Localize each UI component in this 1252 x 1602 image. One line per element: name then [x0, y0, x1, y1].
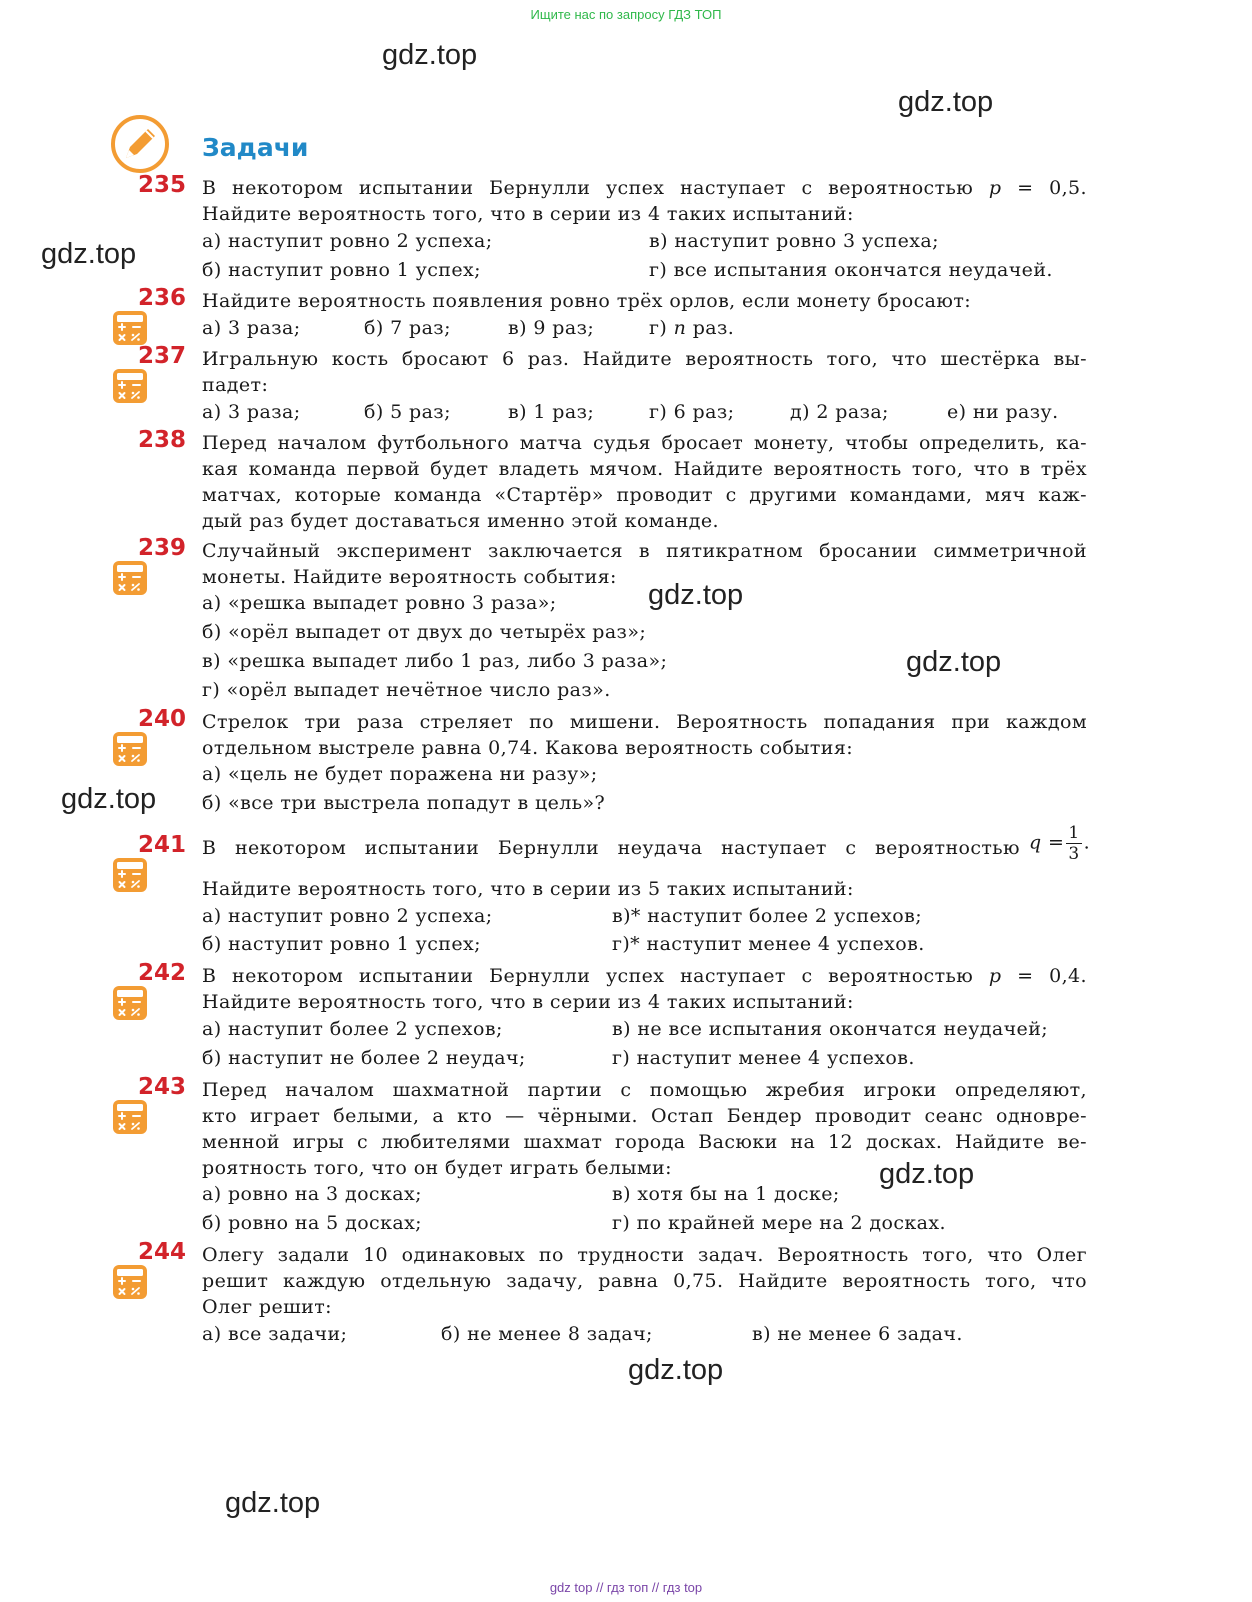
option: в) 9 раз; [508, 317, 595, 339]
option: в) 1 раз; [508, 401, 595, 423]
problem-number: 241 [138, 832, 187, 858]
option: а) 3 раза; [202, 317, 301, 339]
problem-number: 242 [138, 960, 187, 986]
watermark: gdz.top [61, 783, 157, 815]
option: г) «орёл выпадет нечётное число раз». [202, 679, 611, 701]
problem-text: Игральную кость бросают 6 раз. Найдите вероятность того, что шестёрка вы- [202, 348, 1087, 370]
watermark: gdz.top [225, 1487, 321, 1519]
problem-text: Найдите вероятность появления ровно трёх орлов, если монету бросают: [202, 290, 972, 312]
problem-text: матчах, которые команда «Стартёр» проводит с другими командами, мяч каж- [202, 484, 1087, 506]
option: е) ни разу. [947, 401, 1059, 423]
fraction: $\frac{1}{3}$ [1068, 823, 1080, 864]
calculator-icon [112, 731, 148, 767]
option: в) «решка выпадет либо 1 раз, либо 3 раза»; [202, 650, 668, 672]
calculator-icon [112, 1099, 148, 1135]
option: а) 3 раза; [202, 401, 301, 423]
problem-number: 236 [138, 285, 187, 311]
problem-text: падет: [202, 374, 269, 396]
option: в) наступит ровно 3 успеха; [649, 230, 939, 252]
problem-text: Найдите вероятность того, что в серии из 4 таких испытаний: [202, 203, 854, 225]
problem-number: 237 [138, 343, 187, 369]
problem-text: В некотором испытании Бернулли неудача наступает с вероятностью [202, 837, 1020, 859]
calculator-icon [112, 368, 148, 404]
problem-text [202, 963, 1087, 989]
problem-text: Олегу задали 10 одинаковых по трудности задач. Вероятность того, что Олег [202, 1244, 1087, 1266]
option: г) 6 раз; [649, 401, 735, 423]
variable: p = 0,5. [988, 177, 1087, 199]
search-banner: Ищите нас по запросу ГДЗ ТОП [530, 7, 722, 22]
option: б) ровно на 5 досках; [202, 1212, 422, 1234]
watermark: gdz.top [648, 579, 744, 611]
problem-text: решит каждую отдельную задачу, равна 0,75. Найдите вероятность того, что [202, 1270, 1087, 1292]
section-title: Задачи [202, 133, 309, 162]
watermark: gdz.top [41, 238, 137, 270]
problem-text [202, 175, 1087, 201]
watermark: gdz.top [879, 1158, 975, 1190]
problem-text: Перед началом шахматной партии с помощью жребия игроки определяют, [202, 1079, 1087, 1101]
problem-text: Стрелок три раза стреляет по мишени. Вероятность попадания при каждом [202, 711, 1087, 733]
problem-number: 243 [138, 1074, 187, 1100]
option: б) наступит ровно 1 успех; [202, 933, 481, 955]
problem-number: 239 [138, 535, 187, 561]
problem-number: 244 [138, 1239, 187, 1265]
option: в) хотя бы на 1 доске; [612, 1183, 840, 1205]
calculator-icon [112, 560, 148, 596]
problem-text: кто играет белыми, а кто — чёрными. Остап Бендер проводит сеанс одновре- [202, 1105, 1087, 1127]
option: г) все испытания окончатся неудачей. [649, 259, 1053, 281]
option: в) не все испытания окончатся неудачей; [612, 1018, 1049, 1040]
calculator-icon [112, 1264, 148, 1300]
option: г) по крайней мере на 2 досках. [612, 1212, 946, 1234]
problem-text-part: В некотором испытании Бернулли успех наступает с вероятностью [202, 965, 974, 987]
problem-text-part: В некотором испытании Бернулли успех наступает с вероятностью [202, 177, 974, 199]
option: а) наступит ровно 2 успеха; [202, 230, 493, 252]
problem-text: отдельном выстреле равна 0,74. Какова вероятность события: [202, 737, 854, 759]
problem-text: Олег решит: [202, 1296, 332, 1318]
option: б) наступит ровно 1 успех; [202, 259, 481, 281]
option: б) не менее 8 задач; [441, 1323, 653, 1345]
watermark: gdz.top [628, 1354, 724, 1386]
option: д) 2 раза; [790, 401, 889, 423]
problem-number: 240 [138, 706, 187, 732]
footer-links: gdz top // гдз топ // гдз top [549, 1580, 703, 1595]
option: б) 5 раз; [364, 401, 451, 423]
problem-text: дый раз будет доставаться именно этой команде. [202, 510, 719, 532]
variable: p = 0,4. [988, 965, 1087, 987]
option: б) «орёл выпадет от двух до четырёх раз»; [202, 621, 647, 643]
calculator-icon [112, 310, 148, 346]
problem-number: 238 [138, 427, 187, 453]
problem-text: роятность того, что он будет играть белыми: [202, 1157, 672, 1179]
problem-text: менной игры с любителями шахмат города Васюки на 12 досках. Найдите ве- [202, 1131, 1087, 1153]
option: г)* наступит менее 4 успехов. [612, 933, 925, 955]
problem-text: Найдите вероятность того, что в серии из 4 таких испытаний: [202, 991, 854, 1013]
option: в)* наступит более 2 успехов; [612, 905, 923, 927]
option: а) ровно на 3 досках; [202, 1183, 422, 1205]
option: а) «решка выпадет ровно 3 раза»; [202, 592, 557, 614]
watermark: gdz.top [906, 646, 1002, 678]
problem-text: кая команда первой будет владеть мячом. Найдите вероятность того, что в трёх [202, 458, 1087, 480]
problem-number: 235 [138, 172, 187, 198]
option: б) «все три выстрела попадут в цель»? [202, 792, 606, 814]
calculator-icon [112, 985, 148, 1021]
problem-text: монеты. Найдите вероятность события: [202, 566, 617, 588]
option: в) не менее 6 задач. [752, 1323, 963, 1345]
option: г) n раз. [649, 317, 735, 339]
calculator-icon [112, 857, 148, 893]
problem-text: Случайный эксперимент заключается в пятикратном бросании симметричной [202, 540, 1087, 562]
option: а) все задачи; [202, 1323, 348, 1345]
watermark: gdz.top [898, 86, 994, 118]
watermark: gdz.top [382, 39, 478, 71]
option: а) «цель не будет поражена ни разу»; [202, 763, 598, 785]
problem-text: Найдите вероятность того, что в серии из 5 таких испытаний: [202, 878, 854, 900]
option: а) наступит ровно 2 успеха; [202, 905, 493, 927]
option: б) 7 раз; [364, 317, 451, 339]
fraction-expression: q = $\frac{1}{3}$ . [1029, 823, 1091, 864]
option: б) наступит не более 2 неудач; [202, 1047, 526, 1069]
option: г) наступит менее 4 успехов. [612, 1047, 915, 1069]
problem-text: Перед началом футбольного матча судья бросает монету, чтобы определить, ка- [202, 432, 1087, 454]
pencil-icon [110, 114, 170, 174]
option: а) наступит более 2 успехов; [202, 1018, 503, 1040]
